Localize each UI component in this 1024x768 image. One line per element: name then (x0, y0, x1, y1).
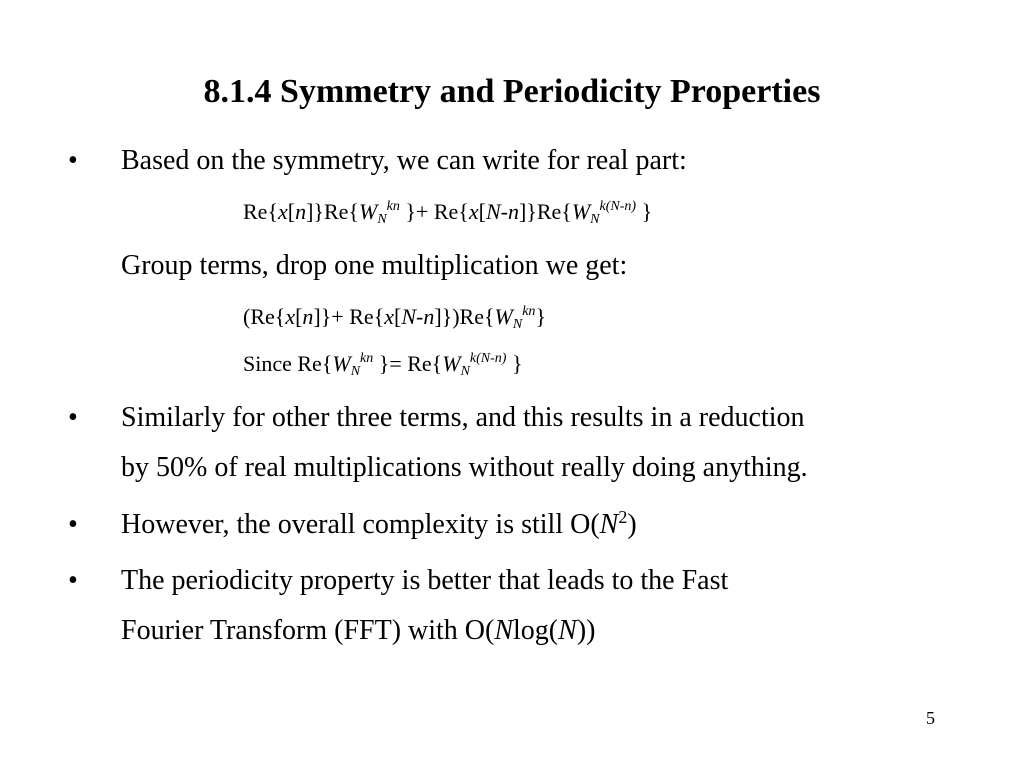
bullet-marker: • (68, 145, 78, 176)
bullet3-text: However, the overall complexity is still $O(N^2)$ (121, 507, 637, 540)
bullet4-line2: Fourier Transform (FFT) with O(Nlog(N)) (121, 615, 596, 646)
equation-real-part-sum: $Re\{x[n]\}Re\{W_N^{kn}$ }+ $Re\{x[N-n]\}Re\{W_N^{k(N-n)}$ } (243, 199, 653, 227)
page-number: 5 (926, 708, 935, 728)
bullet1-line2: Group terms, drop one multiplication we get: (121, 250, 628, 281)
bullet1-line1: Based on the symmetry, we can write for real part: (121, 145, 687, 176)
bullet4-line1: The periodicity property is better that leads to the Fast (121, 565, 729, 596)
bullet2-line1: Similarly for other three terms, and this results in a reduction (121, 402, 805, 433)
bullet2-line2: by 50% of real multiplications without really doing anything. (121, 452, 808, 483)
slide-title: 8.1.4 Symmetry and Periodicity Properties (203, 73, 821, 110)
bullet-marker: • (68, 402, 78, 433)
equation-grouped-terms: $(Re\{x[n]\}+ Re\{x[N-n]\})Re\{W_N^{kn}\}$ (243, 304, 546, 332)
equation-since: Since $Re\{W_N^{kn}$ }= $Re\{W_N^{k(N-n)}$ } (243, 351, 523, 379)
bullet-marker: • (68, 509, 78, 540)
bullet-marker: • (68, 565, 78, 596)
